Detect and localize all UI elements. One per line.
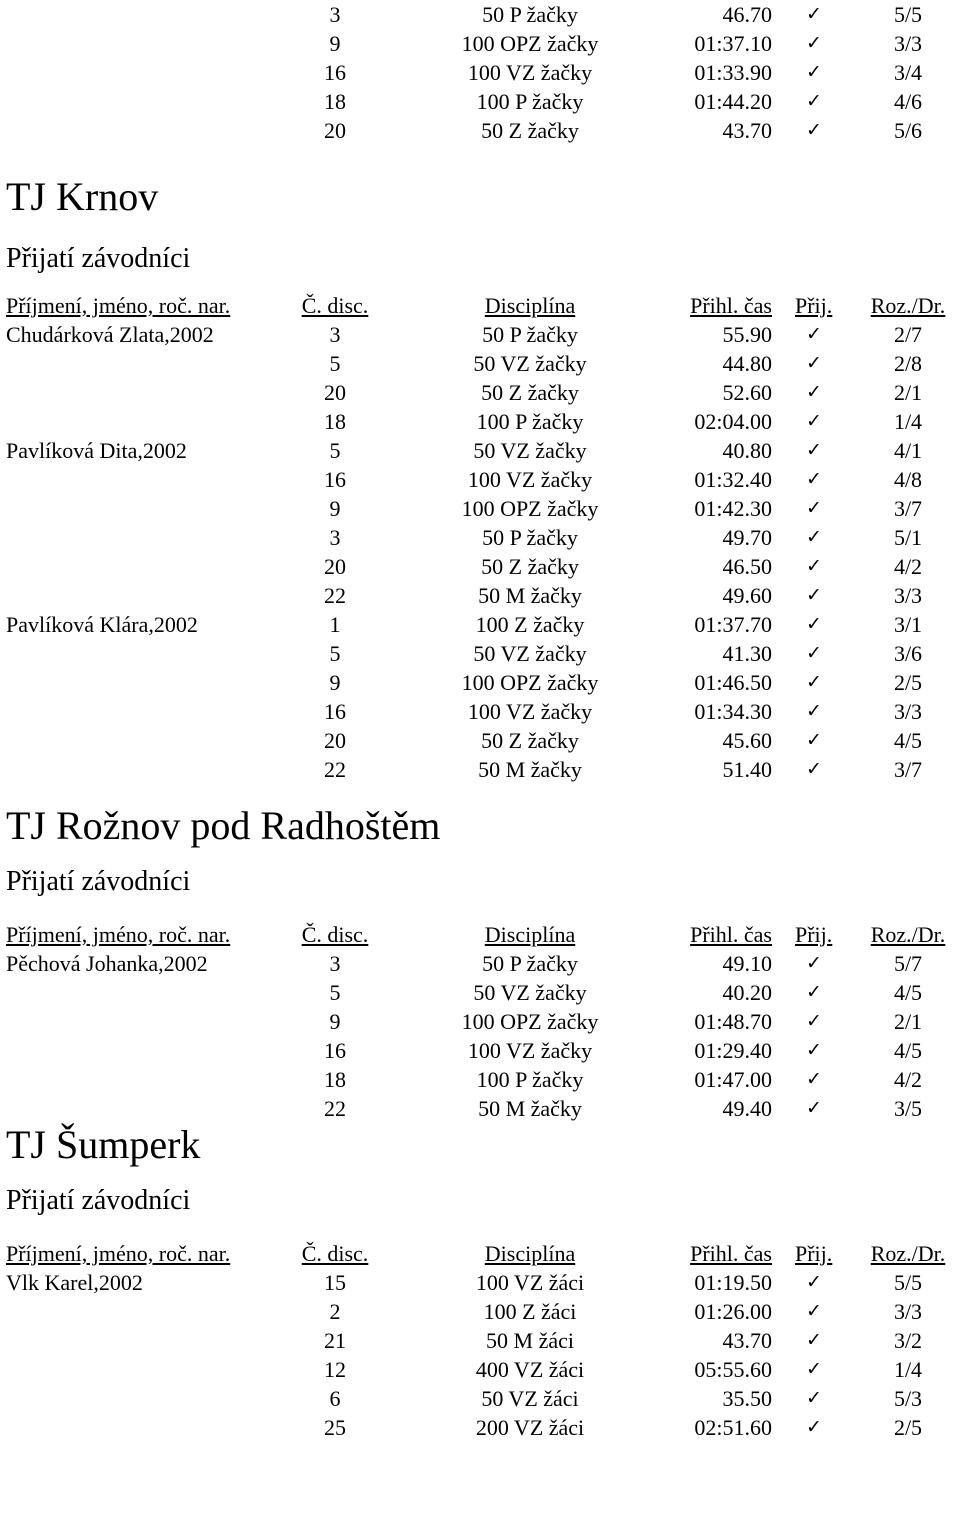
table-row (0, 87, 960, 116)
heat-lane: 3/3 (893, 31, 923, 56)
discipline-number: 15 (324, 1270, 346, 1295)
club-title: TJ Šumperk (6, 1122, 201, 1167)
col-accepted-header: Přij. (795, 922, 833, 947)
accepted-check-icon: ✓ (806, 61, 822, 83)
section-subtitle: Přijatí závodníci (6, 243, 191, 274)
col-name-header: Příjmení, jméno, roč. nar. (6, 922, 231, 947)
heat-lane: 2/5 (893, 1415, 923, 1440)
entry-time: 01:48.70 (694, 1009, 772, 1034)
discipline-number: 20 (324, 118, 346, 143)
discipline-number: 20 (324, 554, 346, 579)
table-row (0, 407, 960, 436)
discipline-number: 21 (324, 1328, 346, 1353)
discipline-number: 16 (324, 467, 346, 492)
athlete-name: Pavlíková Dita,2002 (6, 438, 187, 463)
col-discipline-header: Disciplína (484, 922, 576, 947)
col-heat-header: Roz./Dr. (870, 293, 946, 318)
entry-time: 49.60 (722, 583, 772, 608)
discipline-name: 100 VZ žačky (467, 467, 593, 492)
discipline-number: 12 (324, 1357, 346, 1382)
heat-lane: 2/8 (893, 351, 923, 376)
col-time-header: Přihl. čas (690, 293, 772, 318)
discipline-name: 400 VZ žáci (475, 1357, 585, 1382)
accepted-check-icon: ✓ (806, 952, 822, 974)
table-row (0, 697, 960, 726)
entry-time: 01:46.50 (694, 670, 772, 695)
club-section (0, 167, 960, 784)
discipline-name: 100 Z žačky (475, 612, 585, 637)
heat-lane: 4/5 (893, 728, 923, 753)
accepted-check-icon: ✓ (806, 613, 822, 635)
section-subtitle: Přijatí závodníci (6, 866, 191, 897)
accepted-check-icon: ✓ (806, 90, 822, 112)
discipline-number: 5 (329, 351, 341, 376)
col-disc-header: Č. disc. (301, 293, 369, 318)
discipline-number: 3 (329, 2, 341, 27)
entry-time: 01:47.00 (694, 1067, 772, 1092)
discipline-name: 100 P žačky (476, 1067, 584, 1092)
discipline-number: 22 (324, 1096, 346, 1121)
table-row (0, 1268, 960, 1297)
col-name-header: Příjmení, jméno, roč. nar. (6, 293, 231, 318)
entry-time: 46.50 (722, 554, 772, 579)
discipline-name: 50 VZ žačky (473, 980, 587, 1005)
col-disc-header: Č. disc. (301, 922, 369, 947)
accepted-check-icon: ✓ (806, 642, 822, 664)
discipline-name: 50 M žáci (486, 1328, 574, 1353)
table-row (0, 0, 960, 29)
section-subtitle: Přijatí závodníci (6, 1185, 191, 1216)
accepted-check-icon: ✓ (806, 1010, 822, 1032)
discipline-name: 50 P žačky (482, 2, 578, 27)
heat-lane: 1/4 (893, 409, 923, 434)
table-row (0, 610, 960, 639)
table-header (0, 920, 960, 949)
entry-time: 46.70 (722, 2, 772, 27)
heat-lane: 4/5 (893, 1038, 923, 1063)
discipline-number: 20 (324, 380, 346, 405)
discipline-number: 9 (329, 31, 341, 56)
discipline-number: 18 (324, 409, 346, 434)
table-row (0, 1094, 960, 1123)
discipline-number: 22 (324, 757, 346, 782)
entry-time: 01:19.50 (694, 1270, 772, 1295)
discipline-name: 50 M žačky (478, 1096, 582, 1121)
discipline-number: 18 (324, 1067, 346, 1092)
discipline-name: 100 OPZ žačky (461, 31, 599, 56)
table-row (0, 494, 960, 523)
accepted-check-icon: ✓ (806, 758, 822, 780)
entry-time: 01:34.30 (694, 699, 772, 724)
table-row (0, 116, 960, 145)
discipline-name: 50 Z žačky (481, 728, 579, 753)
club-section (0, 796, 960, 1123)
discipline-name: 100 P žačky (476, 409, 584, 434)
discipline-number: 3 (329, 525, 341, 550)
heat-lane: 2/7 (893, 322, 923, 347)
accepted-check-icon: ✓ (806, 352, 822, 374)
table-row (0, 726, 960, 755)
discipline-name: 100 VZ žačky (467, 1038, 593, 1063)
accepted-check-icon: ✓ (806, 410, 822, 432)
accepted-check-icon: ✓ (806, 1097, 822, 1119)
discipline-name: 50 P žačky (482, 322, 578, 347)
entry-time: 01:32.40 (694, 467, 772, 492)
discipline-name: 50 Z žačky (481, 380, 579, 405)
discipline-number: 16 (324, 1038, 346, 1063)
accepted-check-icon: ✓ (806, 119, 822, 141)
discipline-name: 50 Z žačky (481, 554, 579, 579)
accepted-check-icon: ✓ (806, 555, 822, 577)
entry-time: 49.10 (722, 951, 772, 976)
accepted-check-icon: ✓ (806, 1387, 822, 1409)
heat-lane: 4/1 (893, 438, 923, 463)
heat-lane: 3/4 (893, 60, 923, 85)
entry-time: 43.70 (722, 118, 772, 143)
discipline-number: 22 (324, 583, 346, 608)
col-discipline-header: Disciplína (484, 1241, 576, 1266)
table-row (0, 978, 960, 1007)
discipline-number: 9 (329, 670, 341, 695)
discipline-number: 18 (324, 89, 346, 114)
accepted-check-icon: ✓ (806, 1039, 822, 1061)
discipline-number: 5 (329, 438, 341, 463)
discipline-number: 3 (329, 951, 341, 976)
entry-time: 49.40 (722, 1096, 772, 1121)
col-discipline-header: Disciplína (484, 293, 576, 318)
club-title: TJ Rožnov pod Radhoštěm (6, 803, 441, 848)
col-disc-header: Č. disc. (301, 1241, 369, 1266)
entry-time: 49.70 (722, 525, 772, 550)
table-row (0, 668, 960, 697)
discipline-name: 100 Z žáci (483, 1299, 577, 1324)
athlete-name: Pěchová Johanka,2002 (6, 951, 208, 976)
table-row (0, 29, 960, 58)
heat-lane: 5/1 (893, 525, 923, 550)
heat-lane: 3/7 (893, 496, 923, 521)
accepted-check-icon: ✓ (806, 1329, 822, 1351)
table-row (0, 349, 960, 378)
heat-lane: 5/6 (893, 118, 923, 143)
entry-time: 01:37.10 (694, 31, 772, 56)
club-section (0, 1115, 960, 1442)
entry-time: 02:51.60 (694, 1415, 772, 1440)
table-row (0, 1326, 960, 1355)
heat-lane: 1/4 (893, 1357, 923, 1382)
discipline-name: 100 VZ žačky (467, 60, 593, 85)
table-row (0, 436, 960, 465)
athlete-name: Vlk Karel,2002 (6, 1270, 143, 1295)
table-row (0, 581, 960, 610)
discipline-name: 100 OPZ žačky (461, 1009, 599, 1034)
discipline-name: 100 OPZ žačky (461, 670, 599, 695)
discipline-name: 100 VZ žáci (475, 1270, 585, 1295)
table-row (0, 1036, 960, 1065)
heat-lane: 4/2 (893, 554, 923, 579)
accepted-check-icon: ✓ (806, 671, 822, 693)
heat-lane: 3/5 (893, 1096, 923, 1121)
entry-time: 43.70 (722, 1328, 772, 1353)
heat-lane: 5/5 (893, 2, 923, 27)
discipline-name: 50 VZ žačky (473, 351, 587, 376)
table-row (0, 1065, 960, 1094)
table-row (0, 949, 960, 978)
entry-time: 51.40 (722, 757, 772, 782)
entry-time: 01:29.40 (694, 1038, 772, 1063)
accepted-check-icon: ✓ (806, 468, 822, 490)
col-accepted-header: Přij. (795, 1241, 833, 1266)
discipline-name: 50 M žačky (478, 583, 582, 608)
table-row (0, 639, 960, 668)
entry-time: 01:42.30 (694, 496, 772, 521)
heat-lane: 3/3 (893, 699, 923, 724)
discipline-name: 50 P žačky (482, 525, 578, 550)
accepted-check-icon: ✓ (806, 526, 822, 548)
discipline-number: 20 (324, 728, 346, 753)
heat-lane: 2/1 (893, 380, 923, 405)
table-row (0, 1413, 960, 1442)
accepted-check-icon: ✓ (806, 3, 822, 25)
discipline-number: 6 (329, 1386, 341, 1411)
discipline-number: 16 (324, 60, 346, 85)
table-header (0, 1239, 960, 1268)
top-rows (0, 0, 960, 145)
entry-time: 01:37.70 (694, 612, 772, 637)
table-row (0, 320, 960, 349)
table-row (0, 58, 960, 87)
entry-time: 45.60 (722, 728, 772, 753)
discipline-number: 1 (329, 612, 341, 637)
accepted-check-icon: ✓ (806, 1068, 822, 1090)
entry-time: 02:04.00 (694, 409, 772, 434)
accepted-check-icon: ✓ (806, 439, 822, 461)
heat-lane: 3/6 (893, 641, 923, 666)
entry-time: 01:44.20 (694, 89, 772, 114)
discipline-number: 25 (324, 1415, 346, 1440)
heat-lane: 4/2 (893, 1067, 923, 1092)
col-name-header: Příjmení, jméno, roč. nar. (6, 1241, 231, 1266)
entry-time: 55.90 (722, 322, 772, 347)
accepted-check-icon: ✓ (806, 1358, 822, 1380)
accepted-check-icon: ✓ (806, 981, 822, 1003)
discipline-name: 50 VZ žáci (481, 1386, 579, 1411)
accepted-check-icon: ✓ (806, 729, 822, 751)
table-row (0, 1297, 960, 1326)
discipline-number: 3 (329, 322, 341, 347)
accepted-check-icon: ✓ (806, 584, 822, 606)
heat-lane: 4/6 (893, 89, 923, 114)
entry-time: 35.50 (722, 1386, 772, 1411)
accepted-check-icon: ✓ (806, 1271, 822, 1293)
accepted-check-icon: ✓ (806, 1300, 822, 1322)
heat-lane: 5/7 (893, 951, 923, 976)
table-row (0, 523, 960, 552)
entry-time: 05:55.60 (694, 1357, 772, 1382)
entry-time: 01:33.90 (694, 60, 772, 85)
heat-lane: 3/3 (893, 1299, 923, 1324)
accepted-check-icon: ✓ (806, 381, 822, 403)
heat-lane: 3/1 (893, 612, 923, 637)
table-row (0, 552, 960, 581)
discipline-number: 5 (329, 641, 341, 666)
table-row (0, 465, 960, 494)
discipline-number: 2 (329, 1299, 341, 1324)
discipline-name: 50 VZ žačky (473, 641, 587, 666)
discipline-name: 100 P žačky (476, 89, 584, 114)
heat-lane: 3/3 (893, 583, 923, 608)
heat-lane: 2/5 (893, 670, 923, 695)
heat-lane: 3/2 (893, 1328, 923, 1353)
discipline-name: 200 VZ žáci (475, 1415, 585, 1440)
col-time-header: Přihl. čas (690, 1241, 772, 1266)
discipline-name: 100 OPZ žačky (461, 496, 599, 521)
athlete-name: Chudárková Zlata,2002 (6, 322, 214, 347)
discipline-name: 50 P žačky (482, 951, 578, 976)
discipline-number: 16 (324, 699, 346, 724)
accepted-check-icon: ✓ (806, 1416, 822, 1438)
heat-lane: 4/8 (893, 467, 923, 492)
entry-time: 40.20 (722, 980, 772, 1005)
discipline-name: 50 VZ žačky (473, 438, 587, 463)
accepted-check-icon: ✓ (806, 32, 822, 54)
entry-time: 52.60 (722, 380, 772, 405)
entry-time: 01:26.00 (694, 1299, 772, 1324)
athlete-name: Pavlíková Klára,2002 (6, 612, 198, 637)
table-row (0, 1384, 960, 1413)
discipline-number: 9 (329, 1009, 341, 1034)
discipline-name: 50 M žačky (478, 757, 582, 782)
heat-lane: 2/1 (893, 1009, 923, 1034)
heat-lane: 5/3 (893, 1386, 923, 1411)
table-row (0, 1007, 960, 1036)
accepted-check-icon: ✓ (806, 700, 822, 722)
entry-time: 44.80 (722, 351, 772, 376)
heat-lane: 5/5 (893, 1270, 923, 1295)
discipline-name: 100 VZ žačky (467, 699, 593, 724)
heat-lane: 4/5 (893, 980, 923, 1005)
col-accepted-header: Přij. (795, 293, 833, 318)
accepted-check-icon: ✓ (806, 323, 822, 345)
table-row (0, 755, 960, 784)
col-heat-header: Roz./Dr. (870, 1241, 946, 1266)
col-time-header: Přihl. čas (690, 922, 772, 947)
table-header (0, 291, 960, 320)
entry-time: 40.80 (722, 438, 772, 463)
accepted-check-icon: ✓ (806, 497, 822, 519)
discipline-number: 5 (329, 980, 341, 1005)
discipline-number: 9 (329, 496, 341, 521)
col-heat-header: Roz./Dr. (870, 922, 946, 947)
table-row (0, 378, 960, 407)
heat-lane: 3/7 (893, 757, 923, 782)
table-row (0, 1355, 960, 1384)
entry-time: 41.30 (722, 641, 772, 666)
discipline-name: 50 Z žačky (481, 118, 579, 143)
club-title: TJ Krnov (6, 174, 159, 219)
